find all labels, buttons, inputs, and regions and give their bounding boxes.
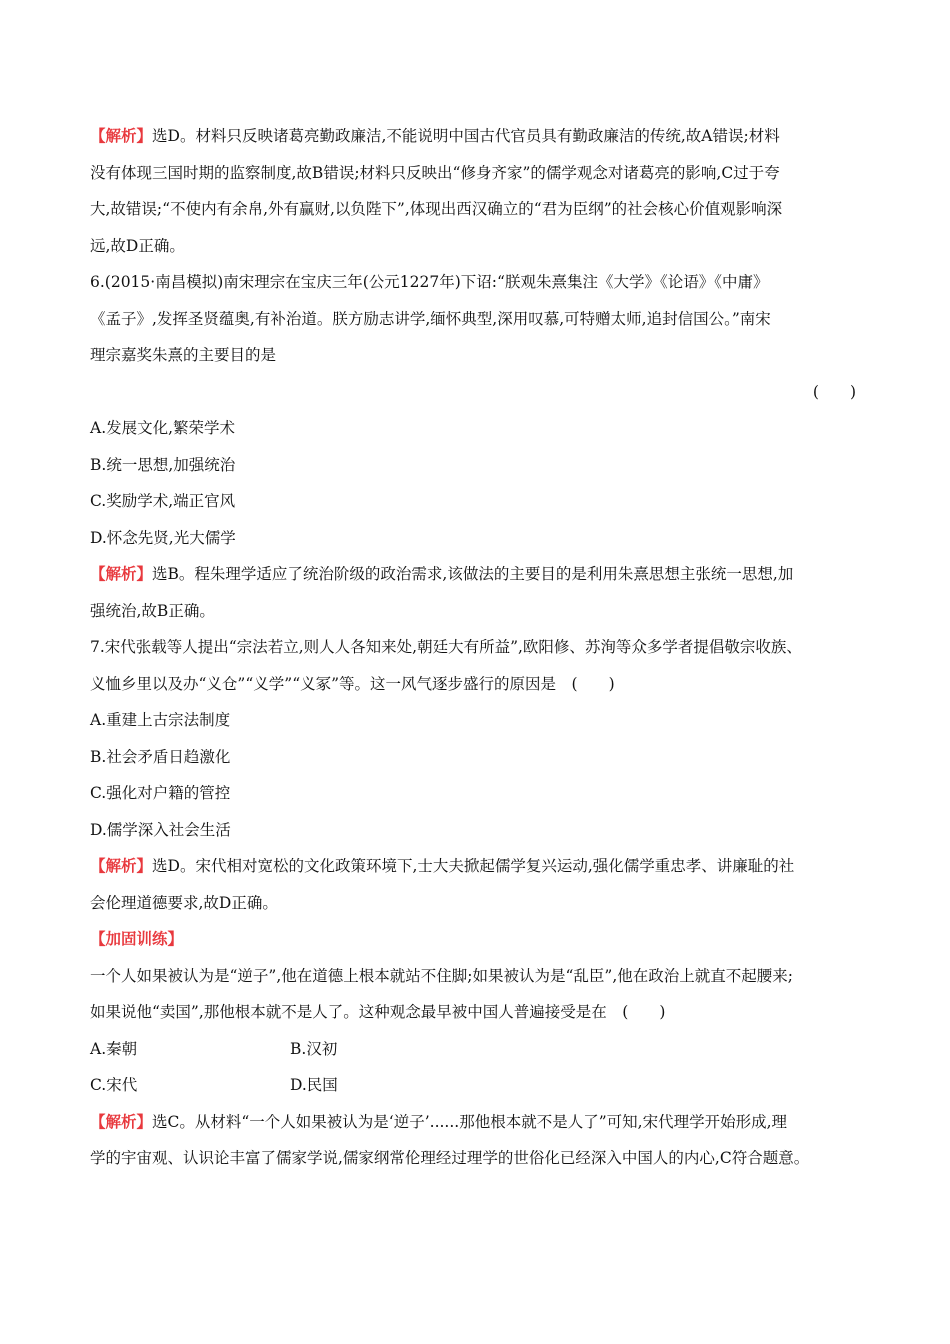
answer-7-line-1: 【解析】选D。宋代相对宽松的文化政策环境下,士大夫掀起儒学复兴运动,强化儒学重忠孝、讲廉耻的社 — [90, 856, 795, 875]
question-7-line-2: 义恤乡里以及办“义仓”“义学”“义冢”等。这一风气逐步盛行的原因是 ( ) — [90, 674, 615, 693]
analysis-tag: 【解析】 — [90, 856, 153, 875]
analysis-tag: 【解析】 — [90, 1111, 153, 1131]
question-8-line-1: 一个人如果被认为是“逆子”,他在道德上根本就站不住脚;如果被认为是“乱臣”,他在政治上就直不起腰来; — [90, 966, 793, 985]
question-7-option-c: C.强化对户籍的管控 — [90, 784, 231, 802]
question-6-line-1: 6.(2015·南昌模拟)南宋理宗在宝庆三年(公元1227年)下诏:“朕观朱熹集注《大学》《论语》《中庸》 — [90, 273, 769, 291]
answer-8-line-1: 【解析】选C。从材料“一个人如果被认为是‘逆子’......那他根本就不是人了”可知,宋代理学开始形成,理 — [90, 1111, 787, 1131]
question-6-option-a: A.发展文化,繁荣学术 — [90, 419, 236, 437]
question-6-line-2: 《孟子》,发挥圣贤蕴奥,有补治道。朕方励志讲学,缅怀典型,深用叹慕,可特赠太师,追封信国公。”南宋 — [90, 309, 771, 328]
answer-6-line-2: 强统治,故B正确。 — [90, 601, 215, 620]
question-7-line-1: 7.宋代张载等人提出“宗法若立,则人人各知来处,朝廷大有所益”,欧阳修、苏洵等众多学者提倡敬宗收族、 — [90, 638, 802, 656]
answer-5-line-2: 没有体现三国时期的监察制度,故B错误;材料只反映出“修身齐家”的儒学观念对诸葛亮的影响,C过于夸 — [90, 163, 780, 182]
answer-8-line-2: 学的宇宙观、认识论丰富了儒家学说,儒家纲常伦理经过理学的世俗化已经深入中国人的内心,C符合题意。 — [90, 1149, 810, 1167]
reinforcement-tag: 【加固训练】 — [90, 929, 184, 948]
question-8-option-c: C.宋代 — [90, 1076, 138, 1094]
question-7-option-d: D.儒学深入社会生活 — [90, 820, 231, 839]
answer-6-line-1: 【解析】选B。程朱理学适应了统治阶级的政治需求,该做法的主要目的是利用朱熹思想主张统一思想,加 — [90, 564, 794, 583]
analysis-tag: 【解析】 — [90, 126, 153, 145]
question-7-option-a: A.重建上古宗法制度 — [90, 711, 231, 729]
question-6-option-c: C.奖励学术,端正官风 — [90, 492, 236, 510]
question-8-options-row-1 — [90, 1031, 870, 1068]
question-8-option-d: D.民国 — [290, 1076, 338, 1094]
question-6-option-d: D.怀念先贤,光大儒学 — [90, 528, 236, 547]
question-8-option-a: A.秦朝 — [90, 1039, 138, 1058]
question-8-option-b: B.汉初 — [290, 1039, 338, 1058]
analysis-tag: 【解析】 — [90, 564, 153, 583]
answer-5-line-3: 大,故错误;“不使内有余帛,外有赢财,以负陛下”,体现出西汉确立的“君为臣纲”的社会核心价值观影响深 — [90, 200, 783, 218]
question-8-line-2: 如果说他“卖国”,那他根本就不是人了。这种观念最早被中国人普遍接受是在 ( ) — [90, 1003, 666, 1021]
reinforcement-heading — [90, 921, 870, 958]
question-8-options-row-2 — [90, 1067, 870, 1104]
question-6-option-b: B.统一思想,加强统治 — [90, 455, 236, 474]
answer-7-line-2: 会伦理道德要求,故D正确。 — [90, 893, 278, 912]
document-page — [90, 118, 870, 1177]
question-7-option-b: B.社会矛盾日趋激化 — [90, 747, 231, 766]
question-6-line-3: 理宗嘉奖朱熹的主要目的是 — [90, 346, 277, 364]
question-6-answer-blank: ( ) — [812, 382, 856, 401]
answer-5-line-1: 【解析】选D。材料只反映诸葛亮勤政廉洁,不能说明中国古代官员具有勤政廉洁的传统,故A错误;材料 — [90, 126, 780, 145]
answer-5-line-4: 远,故D正确。 — [90, 236, 185, 255]
